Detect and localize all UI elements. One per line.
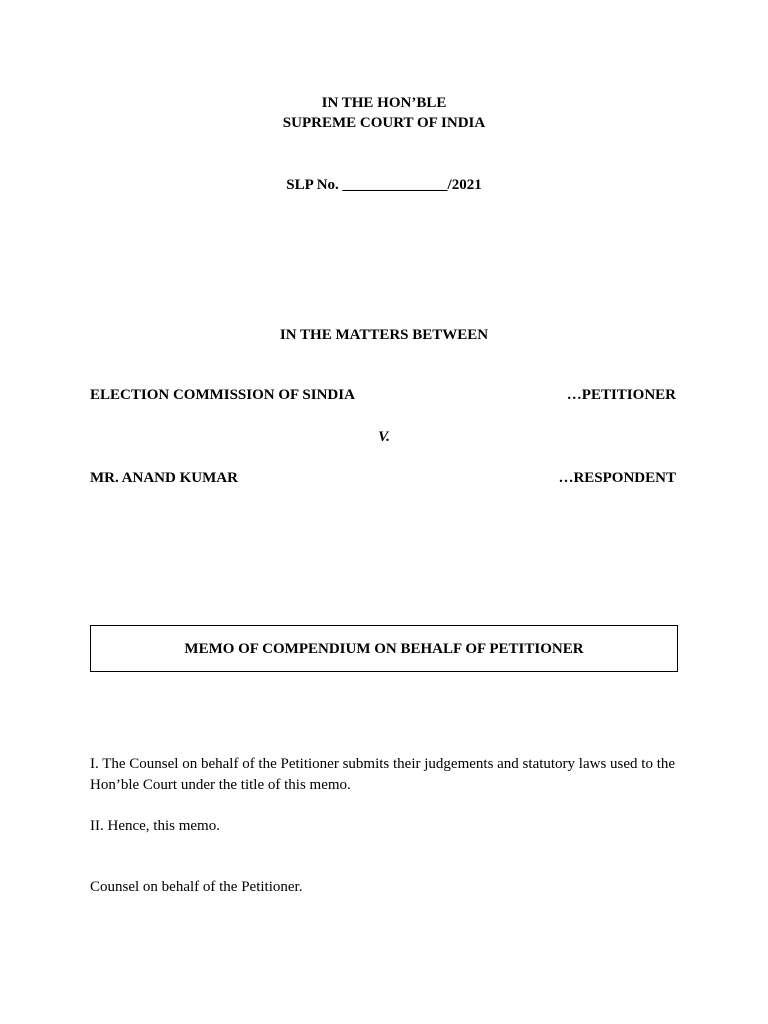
memo-title-box xyxy=(90,625,678,672)
petitioner-row xyxy=(90,385,676,405)
court-line-1: IN THE HON’BLE xyxy=(321,95,447,111)
respondent-row xyxy=(90,468,676,488)
respondent-name: MR. ANAND KUMAR xyxy=(90,470,238,486)
paragraph-2: II. Hence, this memo. xyxy=(90,818,220,834)
respondent-role: …RESPONDENT xyxy=(558,470,676,486)
memo-title: MEMO OF COMPENDIUM ON BEHALF OF PETITIONER xyxy=(184,640,584,657)
petitioner-name: ELECTION COMMISSION OF SINDIA xyxy=(90,387,355,403)
petitioner-role: …PETITIONER xyxy=(566,387,676,403)
versus-marker: V. xyxy=(378,429,390,445)
signature-line: Counsel on behalf of the Petitioner. xyxy=(90,879,303,895)
paragraph-1: I. The Counsel on behalf of the Petitioner submits their judgements and statutory laws used to the Hon’ble Court under the title of this memo. xyxy=(90,756,676,793)
court-line-2: SUPREME COURT OF INDIA xyxy=(282,115,486,131)
matters-heading: IN THE MATTERS BETWEEN xyxy=(279,327,489,343)
slp-number: SLP No. ______________/2021 xyxy=(286,177,482,193)
